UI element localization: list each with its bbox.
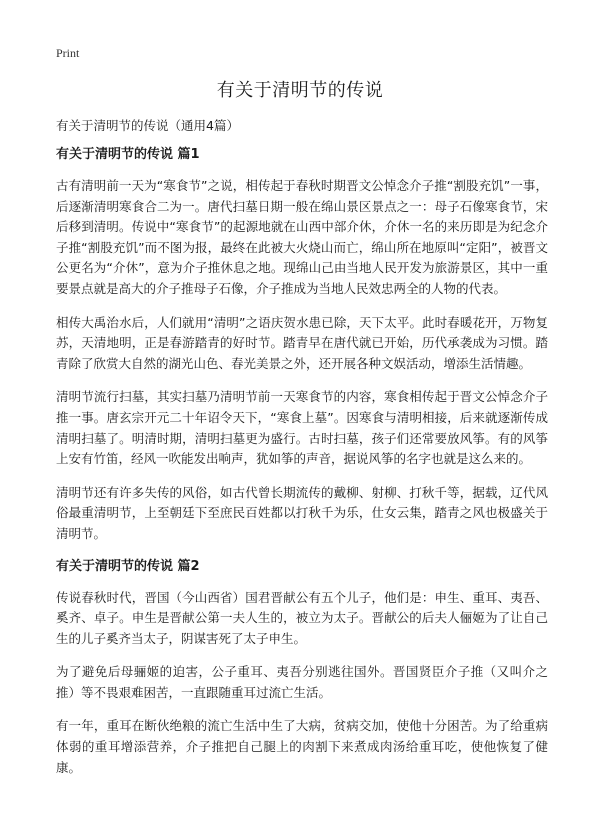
section-1 <box>56 146 548 545</box>
paragraph: 有一年，重耳在断伙绝粮的流亡生活中生了大病，贫病交加，使他十分困苦。为了给重病体弱的重耳增添营养，介子推把自己腿上的肉割下来煮成肉汤给重耳吃，使他恢复了健康。 <box>56 718 548 775</box>
document-subtitle: 有关于清明节的传说（通用4篇） <box>56 118 239 133</box>
paragraph: 清明节还有许多失传的风俗，如古代曾长期流传的戴柳、射柳、打秋千等，据载，辽代风俗最重清明节，上至朝廷下至庶民百姓都以打秋千为乐，仕女云集，踏青之风也极盛关于清明节。 <box>56 484 548 541</box>
section-heading: 有关于清明节的传说 篇2 <box>56 558 200 574</box>
paragraph: 传说春秋时代，晋国（今山西省）国君晋献公有五个儿子，他们是：申生、重耳、夷吾、奚齐、卓子。申生是晋献公第一夫人生的，被立为太子。晋献公的后夫人俪姬为了让自己生的儿子奚齐当太子，阴谋害死了太子申生。 <box>56 589 548 646</box>
paragraph: 古有清明前一天为“寒食节”之说，相传起于春秋时期晋文公悼念介子推“割股充饥”一事，后逐渐清明寒食合二为一。唐代扫墓日期一般在绵山景区景点之一：母子石像寒食节，宋后移到清明。传说中“寒食节”的起源地就在山西中部介休，介休一名的来历即是为纪念介子推“割股充饥”而不图为报，最终在此被大火烧山而亡，绵山所在地原叫“定阳”，被晋文公更名为“介休”，意为介子推休息之地。现绵山己由当地人民开发为旅游景区，其中一重要景点就是高大的介子推母子石像，介子推成为当地人民效忠两全的人物的代表。 <box>56 178 548 296</box>
paragraph: 清明节流行扫墓，其实扫墓乃清明节前一天寒食节的内容，寒食相传起于晋文公悼念介子推一事。唐玄宗开元二十年诏令天下，“寒食上墓”。因寒食与清明相接，后来就逐渐传成清明扫墓了。明清时期，清明扫墓更为盛行。古时扫墓，孩子们还常要放风筝。有的风筝上安有竹笛，经风一吹能发出响声，犹如筝的声音，据说风筝的名字也就是这么来的。 <box>56 389 548 467</box>
section-2 <box>56 558 548 779</box>
paragraph: 相传大禹治水后，人们就用“清明”之语庆贺水患已除，天下太平。此时春暖花开，万物复苏，天清地明，正是春游踏青的好时节。踏青早在唐代就已开始，历代承袭成为习惯。踏青除了欣赏大自然的湖光山色、春光美景之外，还开展各种文娱活动，增添生活情趣。 <box>56 314 548 371</box>
print-link[interactable]: Print <box>56 46 80 60</box>
paragraph: 为了避免后母骊姬的迫害，公子重耳、夷吾分别逃往国外。晋国贤臣介子推（又叫介之推）等不畏艰难困苦，一直跟随重耳过流亡生活。 <box>56 664 548 700</box>
document-body <box>56 118 548 791</box>
section-heading: 有关于清明节的传说 篇1 <box>56 147 200 162</box>
page-title: 有关于清明节的传说 <box>216 80 384 101</box>
